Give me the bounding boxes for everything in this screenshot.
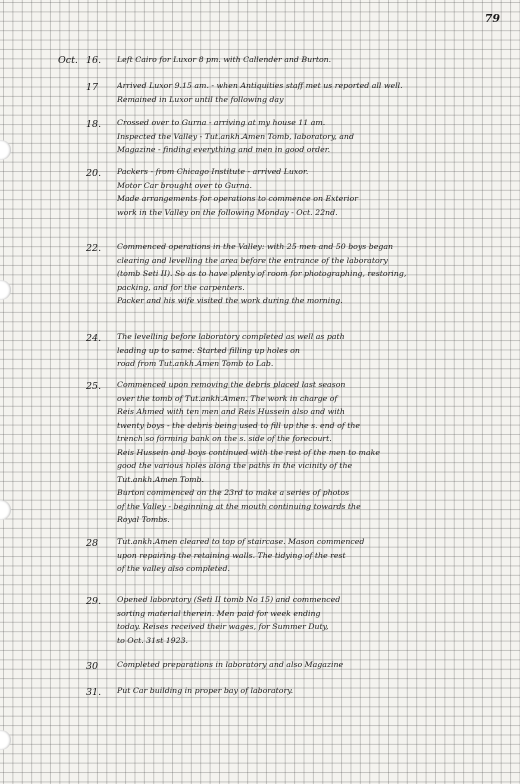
entry-line: Commenced upon removing the debris placed last season <box>117 380 346 389</box>
entry-line: Completed preparations in laboratory and also Magazine <box>117 660 344 669</box>
diary-entry <box>117 658 509 672</box>
entry-line: work in the Valley on the following Monday - Oct. 22nd. <box>117 207 338 217</box>
entry-line: Left Cairo for Luxor 8 pm. with Callender and Burton. <box>117 55 332 64</box>
entry-line: Burton commenced on the 23rd to make a series of photos <box>117 488 350 497</box>
entry-line: Packer and his wife visited the work during the morning. <box>117 296 343 305</box>
entry-line: clearing and levelling the area before the entrance of the laboratory <box>117 255 388 265</box>
punch-hole <box>0 500 11 520</box>
diary-entry <box>117 240 509 308</box>
entry-day: 17 <box>86 82 99 93</box>
entry-day: 22. <box>86 243 102 254</box>
diary-entry <box>117 53 509 67</box>
entry-day: 28 <box>86 538 99 549</box>
entry-line: Put Car building in proper bay of laboratory. <box>117 686 294 695</box>
entry-line: leading up to same. Started filling up holes on <box>117 345 300 355</box>
entry-day: 18. <box>86 119 102 130</box>
diary-entry <box>117 165 509 219</box>
entry-line: Magazine - finding everything and men in good order. <box>117 145 331 154</box>
entry-line: (tomb Seti II). So as to have plenty of room for photographing, restoring, <box>117 269 407 278</box>
entry-line: to Oct. 31st 1923. <box>117 635 189 645</box>
punch-hole <box>0 730 11 750</box>
entry-line: Remained in Luxor until the following day <box>117 94 284 104</box>
entry-line: today. Reises received their wages, for Summer Duty, <box>117 622 329 631</box>
entry-line: over the tomb of Tut.ankh.Amen. The work in charge of <box>117 393 338 403</box>
entry-line: of the valley also completed. <box>117 564 230 573</box>
diary-entry <box>117 330 509 371</box>
entry-line: Motor Car brought over to Gurna. <box>117 180 252 190</box>
entry-day: 29. <box>86 596 102 607</box>
entry-line: The levelling before laboratory completed as well as path <box>117 332 345 341</box>
diary-entry <box>117 378 509 527</box>
entry-day: 31. <box>86 687 102 698</box>
entry-day: 24. <box>86 333 102 344</box>
entry-line: Reis Ahmed with ten men and Reis Hussein also and with <box>117 407 345 416</box>
entry-line: of the Valley - beginning at the mouth continuing towards the <box>117 501 361 511</box>
entry-line: Tut.ankh.Amen Tomb. <box>117 474 205 484</box>
punch-hole <box>0 140 11 160</box>
entry-line: Inspected the Valley - Tut.ankh.Amen Tomb, laboratory, and <box>117 131 354 141</box>
punch-hole <box>0 280 11 300</box>
entry-day: 16. <box>86 55 102 66</box>
entry-line: packing, and for the carpenters. <box>117 282 245 292</box>
entry-day: 30 <box>86 661 99 672</box>
entry-line: sorting material therein. Men paid for week ending <box>117 608 321 618</box>
entry-line: Opened laboratory (Seti II tomb No 15) and commenced <box>117 595 341 604</box>
entry-line: Commenced operations in the Valley: with 25 men and 50 boys began <box>117 242 394 251</box>
entry-line: Packers - from Chicago Institute - arrived Luxor. <box>117 167 309 176</box>
entry-line: good the various holes along the paths in the vicinity of the <box>117 461 353 470</box>
entry-line: Crossed over to Gurna - arriving at my house 11 am. <box>117 118 326 127</box>
entry-line: Made arrangements for operations to commence on Exterior <box>117 194 358 203</box>
entry-line: trench so forming bank on the s. side of the forecourt. <box>117 434 332 443</box>
diary-entry <box>117 116 509 157</box>
entry-line: Royal Tombs. <box>117 515 170 524</box>
diary-entry <box>117 535 509 576</box>
diary-entry <box>117 79 509 106</box>
entry-line: road from Tut.ankh.Amen Tomb to Lab. <box>117 359 274 368</box>
page-number: 79 <box>484 12 500 25</box>
entry-line: upon repairing the retaining walls. The tidying of the rest <box>117 550 346 560</box>
entry-line: Reis Hussein and boys continued with the rest of the men to make <box>117 447 380 457</box>
entry-day: 25. <box>86 381 102 392</box>
diary-entry <box>117 684 509 698</box>
entry-day: 20. <box>86 168 102 179</box>
entry-line: twenty boys - the debris being used to fill up the s. end of the <box>117 420 360 430</box>
entry-month: Oct. <box>58 55 78 66</box>
diary-entry <box>117 593 509 647</box>
entry-line: Tut.ankh.Amen cleared to top of staircase. Mason commenced <box>117 537 365 546</box>
entry-line: Arrived Luxor 9.15 am. - when Antiquities staff met us reported all well. <box>117 81 403 90</box>
